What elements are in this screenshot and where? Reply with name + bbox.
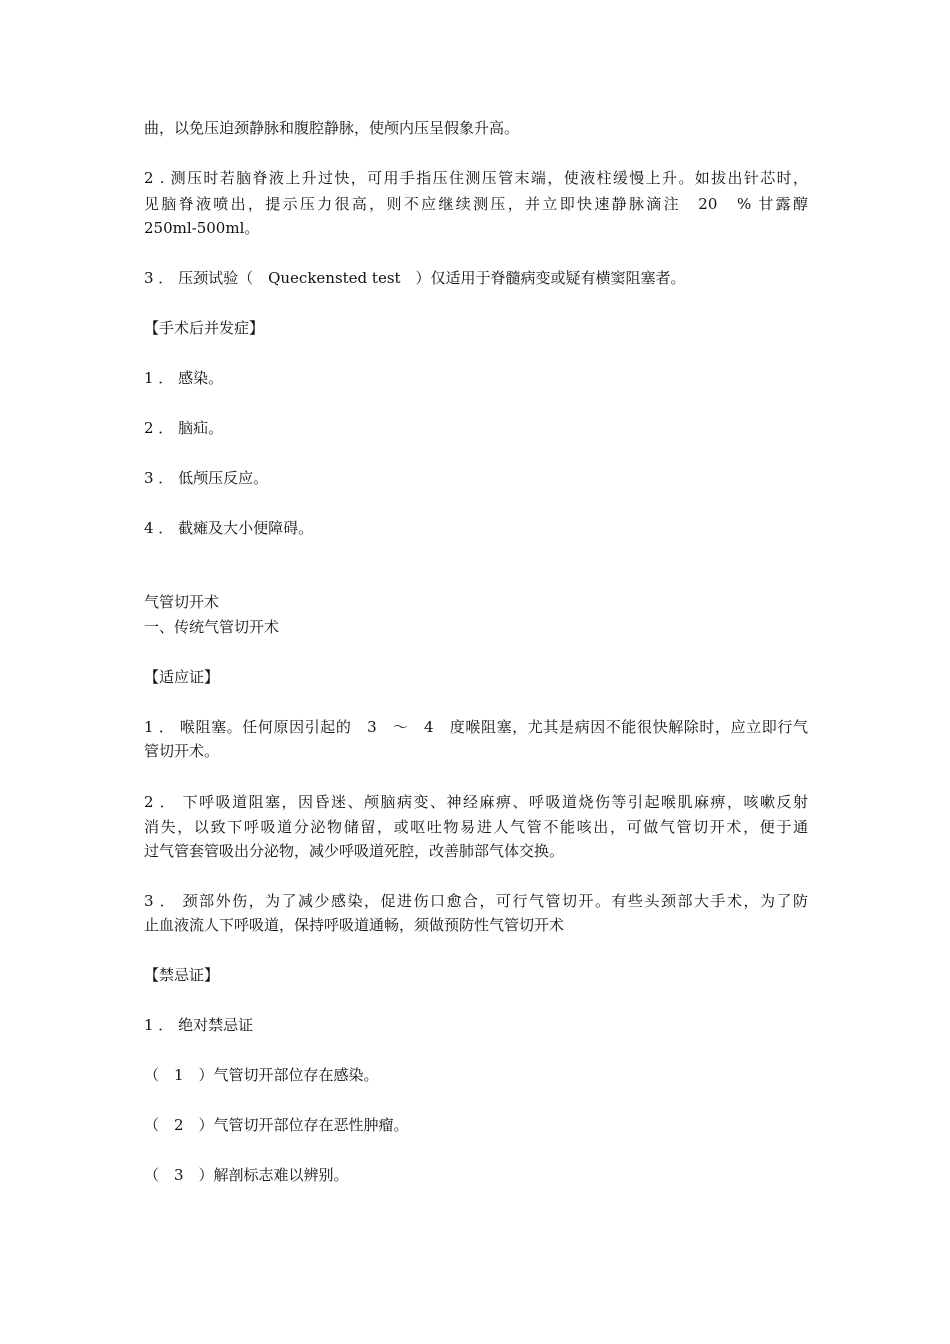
text-line: 2 ． 下呼吸道阻塞，因昏迷、颅脑病变、神经麻痹、呼吸道烧伤等引起喉肌麻痹，咳嗽反射 xyxy=(144,793,808,811)
text-line: 2 . 测压时若脑脊液上升过快，可用手指压住测压管末端，使液柱缓慢上升。如拔出针芯时， xyxy=(144,169,808,187)
text-line: 250ml-500ml。 xyxy=(144,219,260,237)
text-line: 曲，以免压迫颈静脉和腹腔静脉，使颅内压呈假象升高。 xyxy=(144,119,520,137)
text-line: 过气管套管吸出分泌物，减少呼吸道死腔，改善肺部气体交换。 xyxy=(144,842,565,860)
list-item: 1 ． 感染。 xyxy=(144,369,224,387)
list-item: 2 ． 脑疝。 xyxy=(144,419,224,437)
section-heading: 【手术后并发症】 xyxy=(144,319,265,337)
text-line: 3 ． 压颈试验（ Queckensted test ）仅适用于脊髓病变或疑有横窦阻塞者。 xyxy=(144,269,686,287)
text-line: 1 ． 喉阻塞。任何原因引起的 3 ～ 4 度喉阻塞，尤其是病因不能很快解除时，应立即行气 xyxy=(144,718,808,736)
text-line: 止血液流人下呼吸道，保持呼吸道通畅，须做预防性气管切开术 xyxy=(144,916,565,934)
chapter-title: 气管切开术 xyxy=(144,593,220,611)
section-heading: 【禁忌证】 xyxy=(144,966,220,984)
section-heading: 【适应证】 xyxy=(144,668,220,686)
text-line: 3 ． 颈部外伤，为了减少感染，促进伤口愈合，可行气管切开。有些头颈部大手术，为了防 xyxy=(144,892,808,910)
list-item: 1 ． 绝对禁忌证 xyxy=(144,1016,254,1034)
list-item: 4 ． 截瘫及大小便障碍。 xyxy=(144,519,314,537)
text-line: 消失，以致下呼吸道分泌物储留，或呕吐物易进人气管不能咳出，可做气管切开术，便于通 xyxy=(144,818,808,836)
text-line: 管切开术。 xyxy=(144,742,220,760)
list-item: （ 1 ）气管切开部位存在感染。 xyxy=(144,1066,379,1084)
chapter-subtitle: 一、传统气管切开术 xyxy=(144,618,280,636)
text-line: 见脑脊液喷出，提示压力很高，则不应继续测压，并立即快速静脉滴注 20 % 甘露醇 xyxy=(144,195,808,213)
list-item: （ 2 ）气管切开部位存在恶性肿瘤。 xyxy=(144,1116,409,1134)
list-item: （ 3 ）解剖标志难以辨别。 xyxy=(144,1166,349,1184)
list-item: 3 ． 低颅压反应。 xyxy=(144,469,269,487)
